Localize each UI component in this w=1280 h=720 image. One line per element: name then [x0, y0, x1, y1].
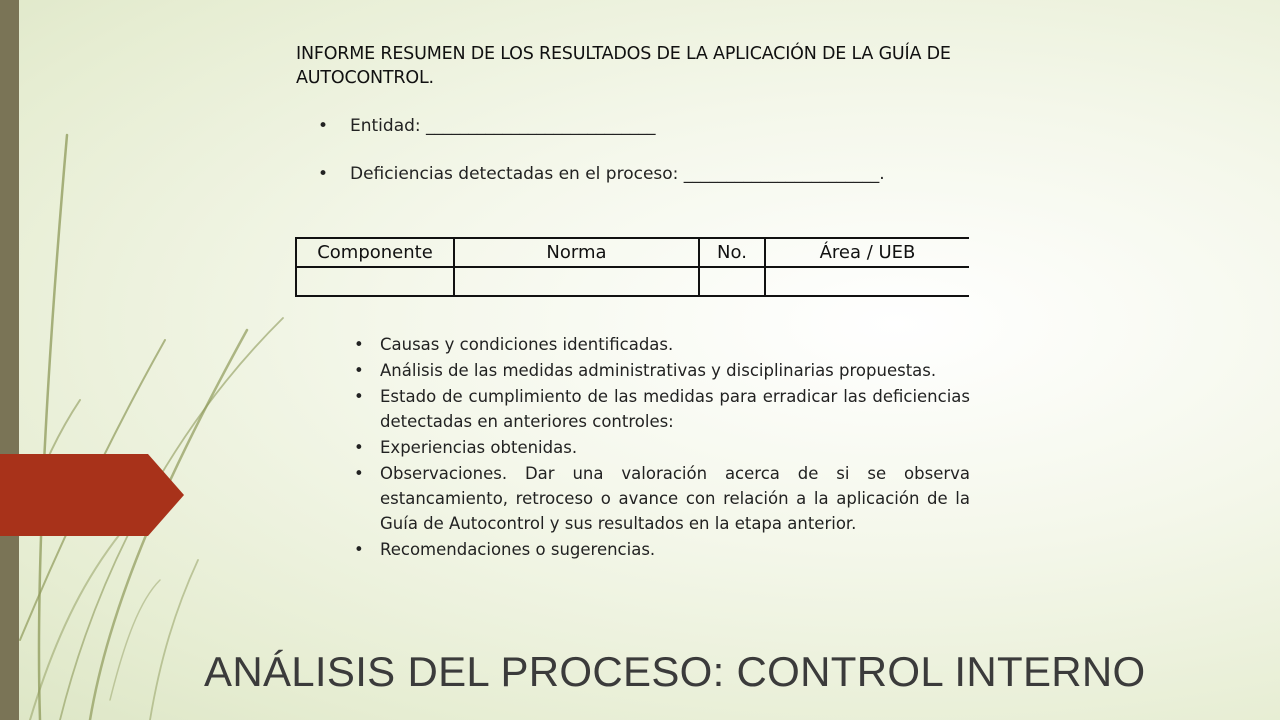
component-table — [295, 237, 969, 297]
slide-title: ANÁLISIS DEL PROCESO: CONTROL INTERNO — [204, 648, 1146, 695]
field-entidad — [318, 116, 998, 136]
table-row — [296, 267, 969, 296]
header-area-ueb: Área / UEB — [765, 238, 969, 267]
list-item: • Análisis de las medidas administrativas y disciplinarias propuestas. — [352, 358, 970, 383]
table-header-row — [296, 238, 969, 267]
bullet-icon: • — [354, 335, 364, 354]
bullet-icon: • — [354, 540, 364, 559]
table-cell — [296, 267, 454, 296]
table-cell — [454, 267, 699, 296]
bullet-icon: • — [318, 164, 329, 184]
bullet-icon: • — [354, 387, 364, 406]
list-item: • Causas y condiciones identificadas. — [352, 332, 970, 357]
list-item: • Estado de cumplimiento de las medidas para erradicar las deficiencias detectadas en anteriores controles: — [352, 384, 970, 434]
field-deficiencias-text: Deficiencias detectadas en el proceso: _______________________. — [350, 164, 885, 184]
document-title: INFORME RESUMEN DE LOS RESULTADOS DE LA APLICACIÓN DE LA GUÍA DE AUTOCONTROL. — [296, 44, 951, 88]
bullet-icon: • — [318, 116, 329, 136]
report-items-list — [352, 332, 970, 563]
bullet-icon: • — [354, 438, 364, 457]
table-cell — [765, 267, 969, 296]
bullet-icon: • — [354, 464, 364, 483]
bullet-icon: • — [354, 361, 364, 380]
list-item: • Recomendaciones o sugerencias. — [352, 537, 970, 562]
list-item: • Experiencias obtenidas. — [352, 435, 970, 460]
field-deficiencias — [318, 164, 998, 184]
header-componente: Componente — [296, 238, 454, 267]
header-no: No. — [699, 238, 765, 267]
accent-arrow-tab — [0, 454, 184, 536]
field-entidad-text: Entidad: ___________________________ — [350, 116, 656, 136]
table-cell — [699, 267, 765, 296]
header-norma: Norma — [454, 238, 699, 267]
list-item: • Observaciones. Dar una valoración acerca de si se observa estancamiento, retroceso o avance con relación a la aplicación de la Guía de Autocontrol y sus resultados en la etapa anterior. — [352, 461, 970, 536]
